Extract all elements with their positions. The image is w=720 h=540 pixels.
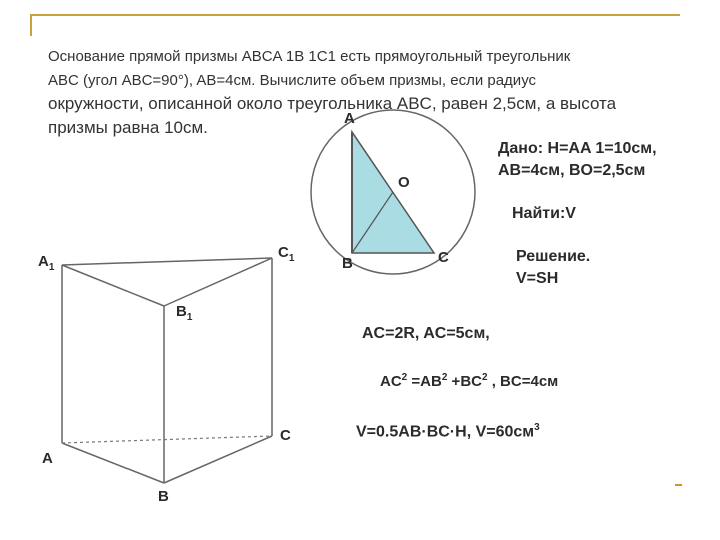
formula-volume: V=SH xyxy=(516,270,559,287)
circle-label-b: B xyxy=(342,255,353,272)
find-line: Найти:V xyxy=(512,205,576,222)
circle-label-c: C xyxy=(438,249,449,266)
edge-ab xyxy=(62,443,164,483)
prism-label-b: B xyxy=(158,488,169,505)
prism-label-c: C xyxy=(280,427,291,444)
edge-a1-b1 xyxy=(62,265,164,306)
prism-label-b1: $B_1$ xyxy=(176,303,193,323)
edge-a1-c1 xyxy=(62,258,272,265)
circle-label-a: A xyxy=(344,110,355,127)
edge-bc xyxy=(164,436,272,483)
given-line-2: AB=4см, BO=2,5см xyxy=(498,162,646,179)
problem-line-2: ABC (угол ABC=90°), AB=4см. Вычислите объем призмы, если радиус xyxy=(48,72,537,89)
prism-label-a1: $A_1$ xyxy=(38,253,55,273)
edge-b1-c1 xyxy=(164,258,272,306)
problem-line-3: окружности, описанной около треугольника ABC, равен 2,5см, а высота xyxy=(48,94,617,113)
given-line-1: Дано: H=AA 1=10см, xyxy=(498,140,657,157)
circle-figure xyxy=(311,110,475,274)
solution-heading: Решение. xyxy=(516,248,591,265)
prism-label-c1: $C_1$ xyxy=(278,244,295,264)
pythagoras-line: $AC^2 =AB^2 +BC^2$ , BC=4см xyxy=(380,372,559,390)
prism-label-a: A xyxy=(42,450,53,467)
ac-line: AC=2R, AC=5см, xyxy=(362,325,490,342)
problem-line-4: призмы равна 10см. xyxy=(48,118,208,137)
circle-label-o: O xyxy=(398,174,410,191)
prism-figure xyxy=(62,258,272,483)
problem-line-1: Основание прямой призмы ABCA 1B 1C1 есть прямоугольный треугольник xyxy=(48,48,571,65)
volume-line: V=0.5AB·BC·H, $V=60см^3$ xyxy=(356,422,540,441)
edge-ac-hidden xyxy=(62,436,272,443)
